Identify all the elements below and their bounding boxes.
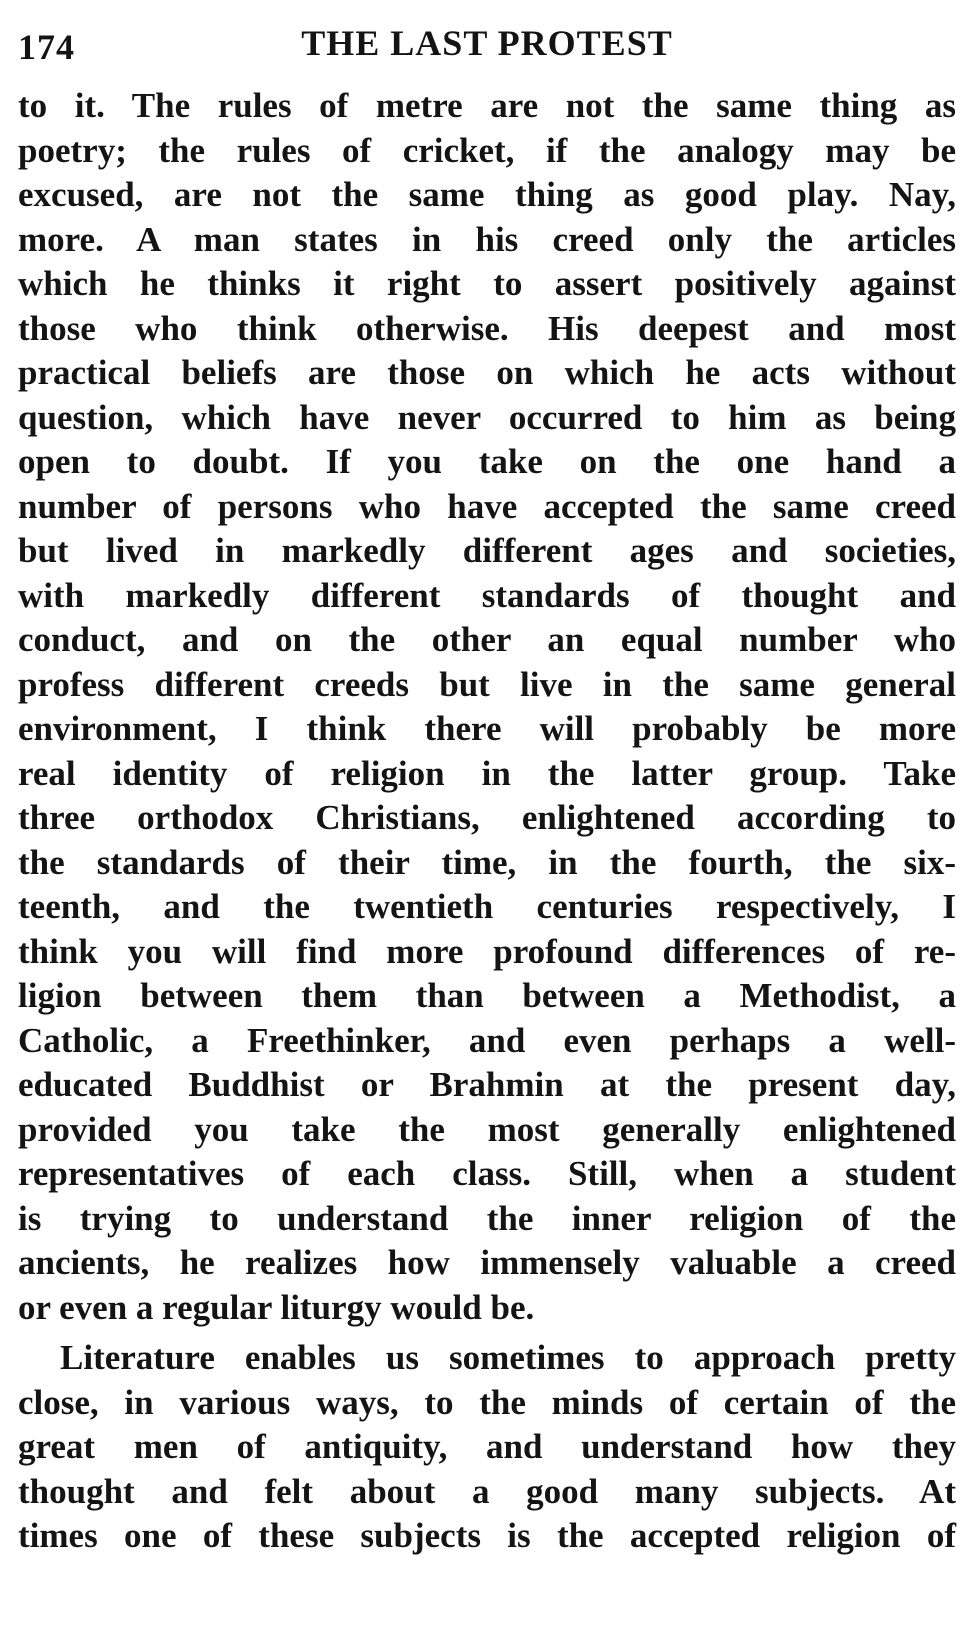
text-line: to it. The rules of metre are not the same thing as (18, 86, 956, 125)
text-line: profess different creeds but live in the same general (18, 664, 956, 704)
text-line: great men of antiquity, and understand how they (18, 1427, 956, 1466)
text-line: educated Buddhist or Brahmin at the present day, (18, 1065, 956, 1104)
page-header (18, 14, 956, 84)
text-line: conduct, and on the other an equal number who (18, 620, 956, 659)
text-line: excused, are not the same thing as good play. Nay, (18, 175, 956, 214)
text-line: but lived in markedly different ages and societies, (18, 531, 956, 570)
text-line: three orthodox Christians, enlightened according to (18, 798, 956, 837)
text-line: thought and felt about a good many subjects. At (18, 1471, 956, 1511)
text-line: which he thinks it right to assert positively against (18, 264, 956, 303)
text-line: ligion between them than between a Methodist, a (18, 976, 956, 1015)
text-line: more. A man states in his creed only the articles (18, 219, 956, 259)
text-line: environment, I think there will probably be more (18, 709, 956, 748)
text-line: ancients, he realizes how immensely valuable a creed (18, 1243, 956, 1282)
text-line: practical beliefs are those on which he acts without (18, 353, 956, 392)
running-head: THE LAST PROTEST (301, 23, 673, 63)
text-line: with markedly different standards of thought and (18, 575, 956, 615)
text-line: or even a regular liturgy would be. (18, 1287, 535, 1327)
text-line: representatives of each class. Still, when a student (18, 1154, 956, 1193)
text-line: real identity of religion in the latter group. Take (18, 753, 956, 793)
text-line: poetry; the rules of cricket, if the analogy may be (18, 130, 956, 170)
text-line: question, which have never occurred to him as being (18, 397, 956, 437)
paragraph-1 (18, 84, 956, 1330)
text-line: Catholic, a Freethinker, and even perhaps a well- (18, 1020, 956, 1060)
book-page (18, 14, 956, 1559)
text-line: times one of these subjects is the accepted religion of (18, 1516, 956, 1555)
text-line: the standards of their time, in the fourth, the six- (18, 842, 956, 882)
text-line: is trying to understand the inner religion of the (18, 1198, 956, 1238)
text-line: number of persons who have accepted the same creed (18, 486, 956, 526)
text-line: Literature enables us sometimes to approach pretty (60, 1338, 956, 1377)
text-line: those who think otherwise. His deepest and most (18, 308, 956, 348)
text-line: provided you take the most generally enlightened (18, 1109, 956, 1149)
text-line: think you will find more profound differences of re- (18, 931, 956, 971)
text-line: open to doubt. If you take on the one hand a (18, 442, 956, 481)
page-number: 174 (18, 27, 75, 67)
text-line: close, in various ways, to the minds of certain of the (18, 1382, 956, 1422)
paragraph-2 (18, 1336, 956, 1559)
text-line: teenth, and the twentieth centuries respectively, I (18, 887, 956, 926)
